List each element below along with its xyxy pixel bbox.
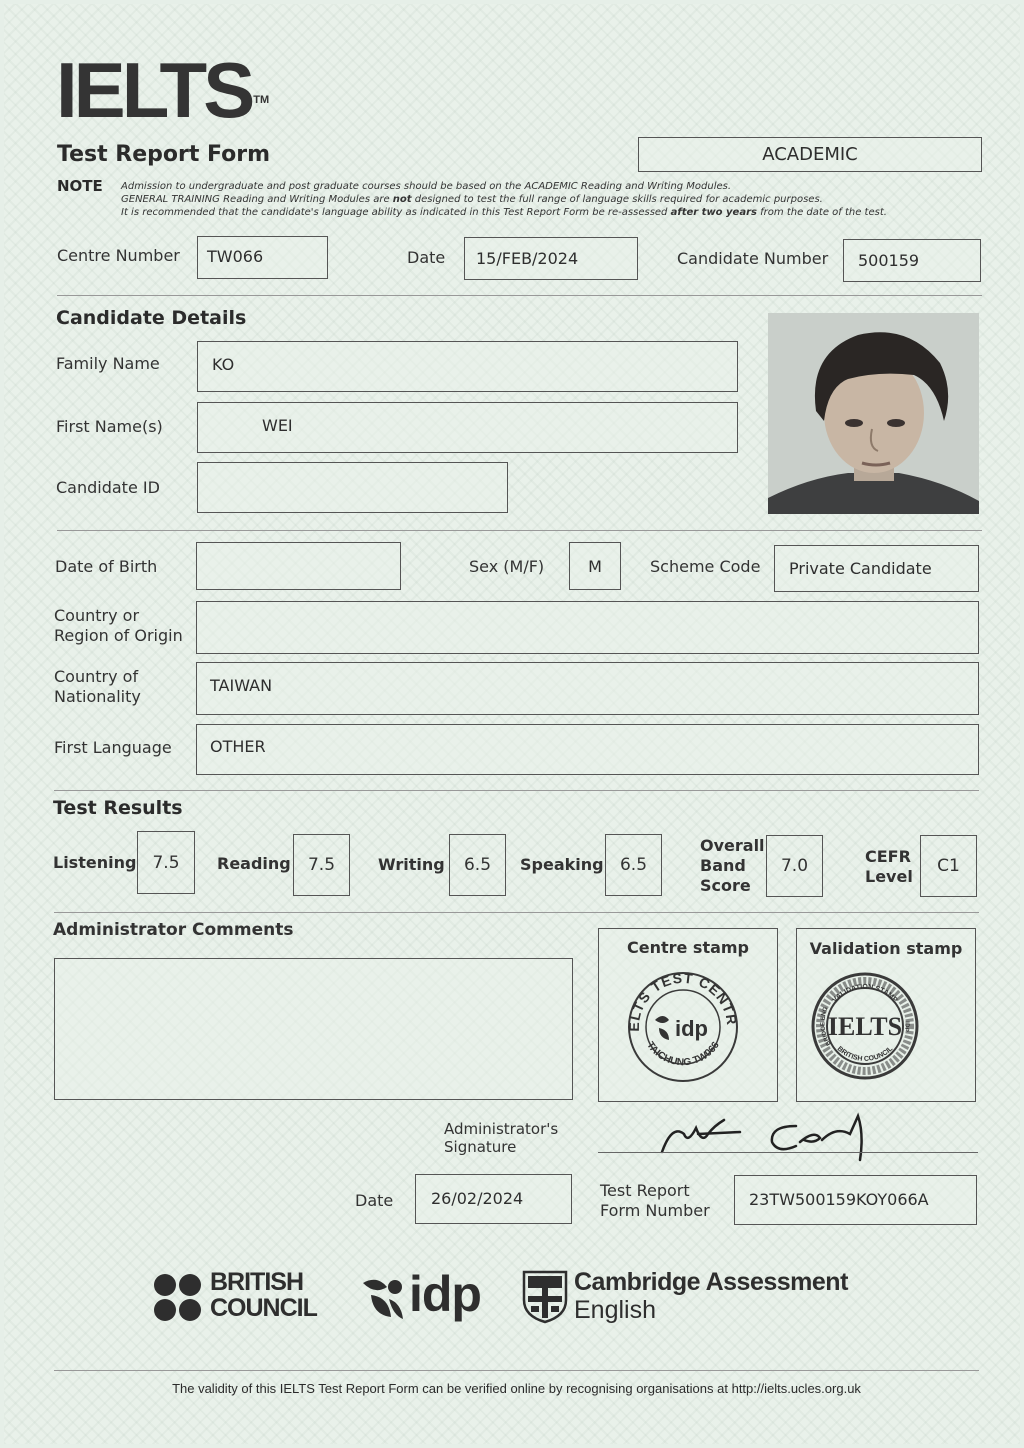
- listening-score: 7.5: [137, 831, 195, 894]
- cambridge-assessment-logo: Cambridge Assessment English: [522, 1268, 862, 1328]
- module-value: ACADEMIC: [762, 144, 858, 165]
- ielts-logo: IELTS ™: [56, 46, 270, 134]
- admin-comments-title: Administrator Comments: [53, 920, 294, 940]
- candidate-number-value: 500159: [858, 251, 920, 270]
- family-name-label: Family Name: [56, 354, 160, 373]
- cambridge-shield-icon: [522, 1270, 568, 1324]
- british-council-dots-icon: [152, 1272, 206, 1324]
- signature-line: [598, 1152, 978, 1153]
- reading-label: Reading: [217, 854, 291, 873]
- divider: [54, 790, 979, 791]
- svg-text:IELTS: IELTS: [827, 1012, 903, 1041]
- overall-band-score: 7.0: [766, 835, 823, 897]
- trademark-mark: TM: [253, 94, 270, 106]
- svg-text:TAICHUNG TW066: TAICHUNG TW066: [644, 1040, 722, 1069]
- candidate-details-title: Candidate Details: [56, 307, 247, 329]
- note-line-2: GENERAL TRAINING Reading and Writing Modules are not designed to test the full range of language skills required for academic purposes.: [121, 194, 823, 205]
- speaking-score: 6.5: [605, 834, 662, 896]
- issue-date-label: Date: [355, 1191, 394, 1210]
- candidate-id-label: Candidate ID: [56, 478, 160, 497]
- dob-label: Date of Birth: [55, 557, 158, 576]
- first-language-value: OTHER: [210, 737, 266, 756]
- footer-divider: [54, 1370, 979, 1371]
- signature-graphic: [644, 1104, 884, 1164]
- scheme-code-label: Scheme Code: [650, 557, 761, 576]
- sex-label: Sex (M/F): [469, 557, 545, 576]
- form-title: Test Report Form: [57, 142, 271, 167]
- trf-number-label: Test Report Form Number: [600, 1181, 710, 1220]
- test-results-title: Test Results: [53, 797, 183, 819]
- signature-label: Administrator's Signature: [444, 1120, 559, 1156]
- overall-band-label: Overall Band Score: [700, 836, 765, 895]
- centre-number-value: TW066: [207, 247, 264, 266]
- origin-box: [196, 601, 979, 654]
- note-label: NOTE: [57, 177, 103, 195]
- candidate-photo: [768, 313, 979, 514]
- validity-note: The validity of this IELTS Test Report Form can be verified online by recognising organisations at http://ielts.ucles.org.uk: [172, 1381, 861, 1396]
- divider: [57, 295, 982, 296]
- writing-label: Writing: [378, 855, 445, 874]
- test-date-value: 15/FEB/2024: [476, 249, 579, 268]
- first-language-box: [196, 724, 979, 775]
- admin-comments-box: [54, 958, 573, 1100]
- candidate-number-label: Candidate Number: [677, 249, 829, 268]
- listening-label: Listening: [53, 853, 137, 872]
- first-name-label: First Name(s): [56, 417, 163, 436]
- svg-text:idp: idp: [675, 1016, 708, 1041]
- administrator-signature: [644, 1104, 884, 1164]
- first-name-value: WEI: [262, 416, 293, 435]
- writing-score: 6.5: [449, 834, 506, 896]
- svg-text:IDP: IDP: [902, 1021, 910, 1032]
- dob-box: [196, 542, 401, 590]
- scheme-code-value: Private Candidate: [789, 559, 932, 578]
- issue-date-value: 26/02/2024: [431, 1189, 524, 1208]
- reading-score: 7.5: [293, 834, 350, 896]
- first-language-label: First Language: [54, 738, 172, 757]
- svg-text:VALIDATION STAMP: VALIDATION STAMP: [831, 983, 899, 1005]
- british-council-logo: BRITISH COUNCIL: [152, 1270, 332, 1326]
- nationality-value: TAIWAN: [210, 676, 273, 695]
- note-line-1: Admission to undergraduate and post graduate courses should be based on the ACADEMIC Reading and Writing Modules.: [121, 181, 732, 192]
- cefr-label: CEFR Level: [865, 847, 913, 886]
- validation-stamp-graphic: [810, 971, 920, 1081]
- nationality-label: Country of Nationality: [54, 667, 141, 706]
- svg-text:CAMBRIDGE ENGLISH: BRIDGE ENG: [820, 1006, 833, 1047]
- test-report-form: [4, 4, 1020, 1444]
- centre-stamp-label: Centre stamp: [626, 938, 750, 957]
- centre-stamp: [625, 970, 741, 1084]
- divider: [57, 530, 982, 531]
- centre-number-label: Centre Number: [57, 246, 180, 265]
- svg-text:BRITISH COUNCIL: BRITISH COUNCIL: [835, 1045, 895, 1063]
- validation-stamp-label: Validation stamp: [809, 939, 963, 958]
- cefr-level: C1: [920, 835, 977, 897]
- family-name-box: [197, 341, 738, 392]
- note-line-3: It is recommended that the candidate's language ability as indicated in this Test Report Form be re-assessed after two years from the date of the test.: [121, 207, 887, 218]
- svg-text:IELTS TEST CENTRE: ELTS TEST CENTR: [625, 970, 741, 1032]
- trf-number-value: 23TW500159KOY066A: [749, 1190, 929, 1209]
- sex-value: M: [588, 557, 602, 576]
- test-date-label: Date: [407, 248, 446, 267]
- validation-stamp: [810, 971, 920, 1081]
- family-name-value: KO: [212, 355, 235, 374]
- idp-logo: idp: [359, 1268, 499, 1328]
- idp-figure-icon: [359, 1273, 409, 1323]
- candidate-id-box: [197, 462, 508, 513]
- divider: [54, 912, 979, 913]
- origin-label: Country or Region of Origin: [54, 606, 183, 645]
- photo-image: [768, 313, 979, 514]
- nationality-box: [196, 662, 979, 715]
- speaking-label: Speaking: [520, 855, 604, 874]
- centre-stamp-graphic: [625, 970, 741, 1084]
